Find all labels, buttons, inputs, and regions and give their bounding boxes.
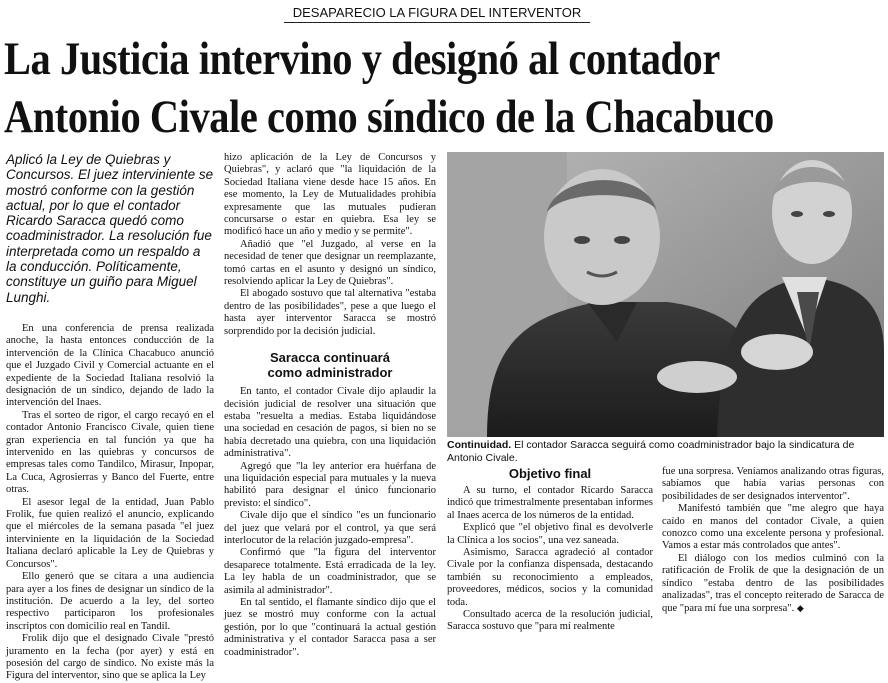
closing-text: El diálogo con los medios culminó con la ratificación de Frolik de que la designación de un síndico "estaba dentro de las posibilidades analizadas", tras el concepto reiterado de Saracca de que "para mí fue una sorpresa". — [662, 552, 884, 615]
body-paragraph: En tal sentido, el flamante síndico dijo que el juez se mostró muy conforme con la actual gestión, por lo que "continuará la actual gestión administrativa y el contador Saracca pasa a ser coadministrador". — [224, 597, 436, 658]
subheading-line-2: como administrador — [267, 365, 393, 381]
body-paragraph: Ello generó que se citara a una audiencia para ayer a los fines de designar un síndico de la institución. De acuerdo a la ley, del sorteo respectivo participaron los profesionales inscriptos con domicilio real en Tandil. — [6, 571, 214, 632]
subheading-saracca — [224, 350, 436, 380]
body-paragraph: Manifestó también que "me alegro que haya caído en manos del contador Civale, a quien conozco como una excelente persona y profesional. Vamos a estar más controlados que antes". — [662, 503, 884, 552]
body-paragraph: Añadió que "el Juzgado, al verse en la necesidad de tener que designar un reemplazante, tomó cartas en el asunto y designó un síndico, resolviendo aplicar la Ley de Quiebras". — [224, 238, 436, 288]
end-mark-icon: ◆ — [796, 603, 804, 614]
article-column-4 — [662, 466, 884, 616]
subheading-objetivo: Objetivo final — [508, 466, 592, 481]
headline-line-1: La Justicia intervino y designó al contador — [4, 33, 720, 85]
body-paragraph: hizo aplicación de la Ley de Concursos y Quiebras", y aclaró que "la liquidación de la Sociedad Italiana viene desde hace 15 años. En ese momento, la Ley de Mutualidades prohibía expresamente que las mutuales pudieran concursarse o estar en quiebra. Esa ley se modificó hace un año y medio y se permite". — [224, 152, 436, 238]
body-paragraph: Asimismo, Saracca agradeció al contador Civale por la confianza dispensada, destacando también su reconocimiento a empleados, proveedores, médicos, socios y la comunidad toda. — [447, 547, 653, 608]
section-kicker: DESAPARECIO LA FIGURA DEL INTERVENTOR — [284, 4, 590, 23]
body-paragraph: Tras el sorteo de rigor, el cargo recayó en el contador Antonio Francisco Civale, quien tiene gran experiencia en tal función ya que ha intervenido en las quiebras y concursos de empresas tales como Tandilco, Mirasur, Inpopar, La Cuca, Agrosierras y Banco del Fuerte, entre otras. — [6, 409, 214, 496]
press-photo — [447, 152, 884, 437]
caption-label: Continuidad. — [447, 439, 512, 451]
body-paragraph: En una conferencia de prensa realizada anoche, la hasta entonces conducción de la intervención de la Clínica Chacabuco anunció que el Juzgado Civil y Comercial actuante en el expediente de la Sociedad Italiana resolvió la designación de un síndico, dejando de lado la intervención del Inaes. — [6, 322, 214, 409]
body-paragraph: Consultado acerca de la resolución judicial, Saracca sostuvo que "para mí realmente — [447, 609, 653, 633]
body-paragraph: Civale dijo que el síndico "es un funcionario del juez que velará por el control, ya que será interlocutor de la relación juzgado-empresa". — [224, 510, 436, 546]
body-paragraph: En tanto, el contador Civale dijo aplaudir la decisión judicial de resolver una situación que estaba "resuelta a medias. Estaba liquidándose una sociedad en cesación de pagos, si bien no se había decretado una quiebra, con una liquidación administrativa". — [224, 386, 436, 460]
headline — [4, 30, 774, 146]
body-paragraph: fue una sorpresa. Veníamos analizando otras figuras, sabíamos que había varias personas con posibilidades de ser designados interventor". — [662, 466, 884, 502]
body-paragraph: Agregó que "la ley anterior era huérfana de una liquidación especial para mutuales y la nueva habilitó para designar el único funcionario previsto: el síndico". — [224, 460, 436, 509]
body-paragraph: Explicó que "el objetivo final es devolverle la Clínica a los socios", una vez saneada. — [447, 522, 653, 546]
body-paragraph: El asesor legal de la entidad, Juan Pablo Frolik, fue quien realizó el anuncio, explicando que el miércoles de la semana pasada "el juez interviniente en la liquidación de la Sociedad Italiana declaró aplicable la Ley de Quiebras y Concursos". — [6, 496, 214, 570]
article-column-1 — [6, 152, 214, 683]
press-photo-illustration — [447, 152, 884, 437]
body-paragraph: Frolik dijo que el designado Civale "prestó juramento en la fecha (por ayer) y está en posesión del cargo de síndico. No existe más la Figura del interventor, sino que se aplica la Ley — [6, 633, 214, 682]
body-paragraph: A su turno, el contador Ricardo Saracca indicó que trimestralmente presentaban informes al Inaes acerca de los números de la entidad. — [447, 485, 653, 521]
lead-summary: Aplicó la Ley de Quiebras y Concursos. El juez interviniente se mostró conforme con la gestión actual, por lo que el contador Ricardo Saracca quedó como coadministrador. La resolución fue interpretada como un respaldo a la conducción. Políticamente, constituye un guiño para Miguel Lunghi. — [6, 152, 214, 305]
subheading-line-1: Saracca continuará — [270, 350, 390, 366]
article-column-3 — [447, 466, 653, 634]
body-paragraph — [662, 553, 884, 616]
caption-text: El contador Saracca seguirá como coadministrador bajo la sindicatura de Antonio Civale. — [447, 439, 855, 464]
body-paragraph: Confirmó que "la figura del interventor desaparece totalmente. Está erradicada de la ley. La ley habla de un coadministrador, que se asimila al administrador". — [224, 547, 436, 596]
body-paragraph: El abogado sostuvo que tal alternativa "estaba dentro de las posibilidades", pese a que luego el hasta ayer interventor Saracca se mostró sorprendido por la decisión judicial. — [224, 288, 436, 337]
photo-caption — [447, 439, 884, 465]
headline-line-2: Antonio Civale como síndico de la Chacabuco — [4, 91, 774, 143]
article-column-2 — [224, 152, 436, 659]
